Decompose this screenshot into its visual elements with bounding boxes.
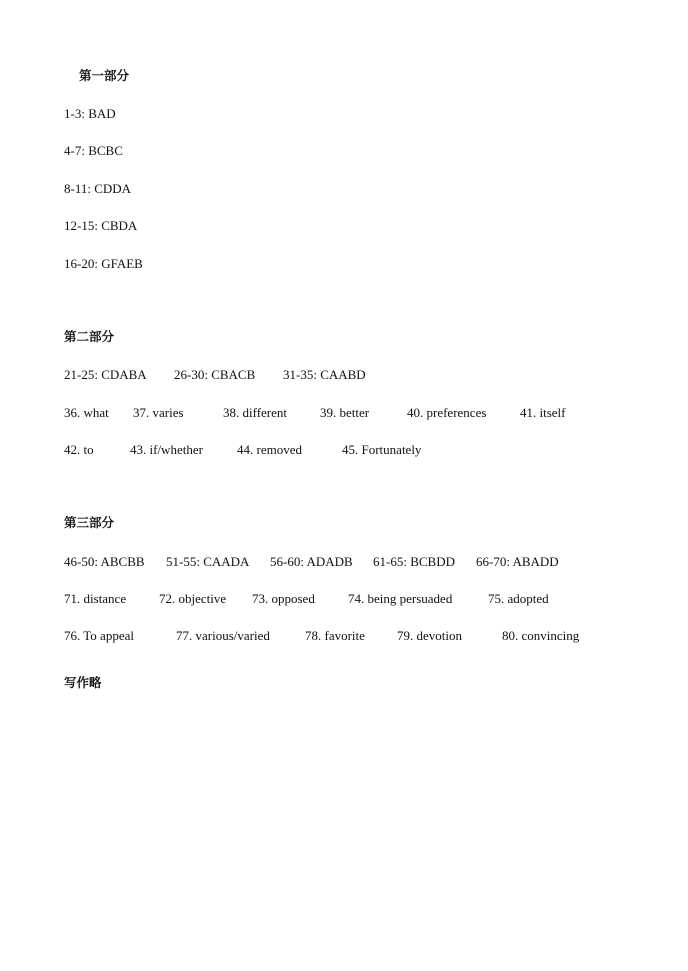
answer-cell: 73. opposed xyxy=(252,591,315,606)
answer-cell: 61-65: BCBDD xyxy=(373,554,455,569)
answer-cell: 71. distance xyxy=(64,591,127,606)
answer-cell: 76. To appeal xyxy=(64,628,134,643)
answer-cell: 41. itself xyxy=(520,405,566,420)
part2-row-1 xyxy=(64,367,664,383)
answer-cell: 44. removed xyxy=(237,442,302,457)
answer-cell: 72. objective xyxy=(159,591,227,606)
part1-line-2: 4-7: BCBC xyxy=(64,143,123,158)
answer-cell: 39. better xyxy=(320,405,370,420)
answer-cell: 31-35: CAABD xyxy=(283,367,366,382)
writing-note: 写作略 xyxy=(64,675,102,690)
answer-cell: 46-50: ABCBB xyxy=(64,554,145,569)
part3-heading: 第三部分 xyxy=(64,515,115,530)
answer-cell: 36. what xyxy=(64,405,109,420)
answer-cell: 21-25: CDABA xyxy=(64,367,147,382)
answer-cell: 51-55: CAADA xyxy=(166,554,250,569)
answer-cell: 42. to xyxy=(64,442,94,457)
part1-heading: 第一部分 xyxy=(79,68,130,83)
answer-cell: 80. convincing xyxy=(502,628,580,643)
answer-cell: 56-60: ADADB xyxy=(270,554,353,569)
answer-cell: 74. being persuaded xyxy=(348,591,453,606)
answer-cell: 79. devotion xyxy=(397,628,462,643)
part3-row-3 xyxy=(64,628,664,644)
answer-cell: 40. preferences xyxy=(407,405,487,420)
answer-cell: 75. adopted xyxy=(488,591,549,606)
part2-row-3 xyxy=(64,442,664,458)
part2-row-2 xyxy=(64,405,664,421)
part3-row-1 xyxy=(64,554,664,570)
part1-line-5: 16-20: GFAEB xyxy=(64,256,143,271)
answer-cell: 38. different xyxy=(223,405,288,420)
answer-cell: 37. varies xyxy=(133,405,184,420)
part1-line-1: 1-3: BAD xyxy=(64,106,116,121)
part2-heading: 第二部分 xyxy=(64,329,115,344)
part3-row-2 xyxy=(64,591,664,607)
answer-cell: 66-70: ABADD xyxy=(476,554,559,569)
answer-cell: 26-30: CBACB xyxy=(174,367,256,382)
answer-cell: 78. favorite xyxy=(305,628,365,643)
part1-line-3: 8-11: CDDA xyxy=(64,181,132,196)
answer-cell: 77. various/varied xyxy=(176,628,270,643)
answer-cell: 45. Fortunately xyxy=(342,442,422,457)
answer-cell: 43. if/whether xyxy=(130,442,203,457)
part1-line-4: 12-15: CBDA xyxy=(64,218,138,233)
